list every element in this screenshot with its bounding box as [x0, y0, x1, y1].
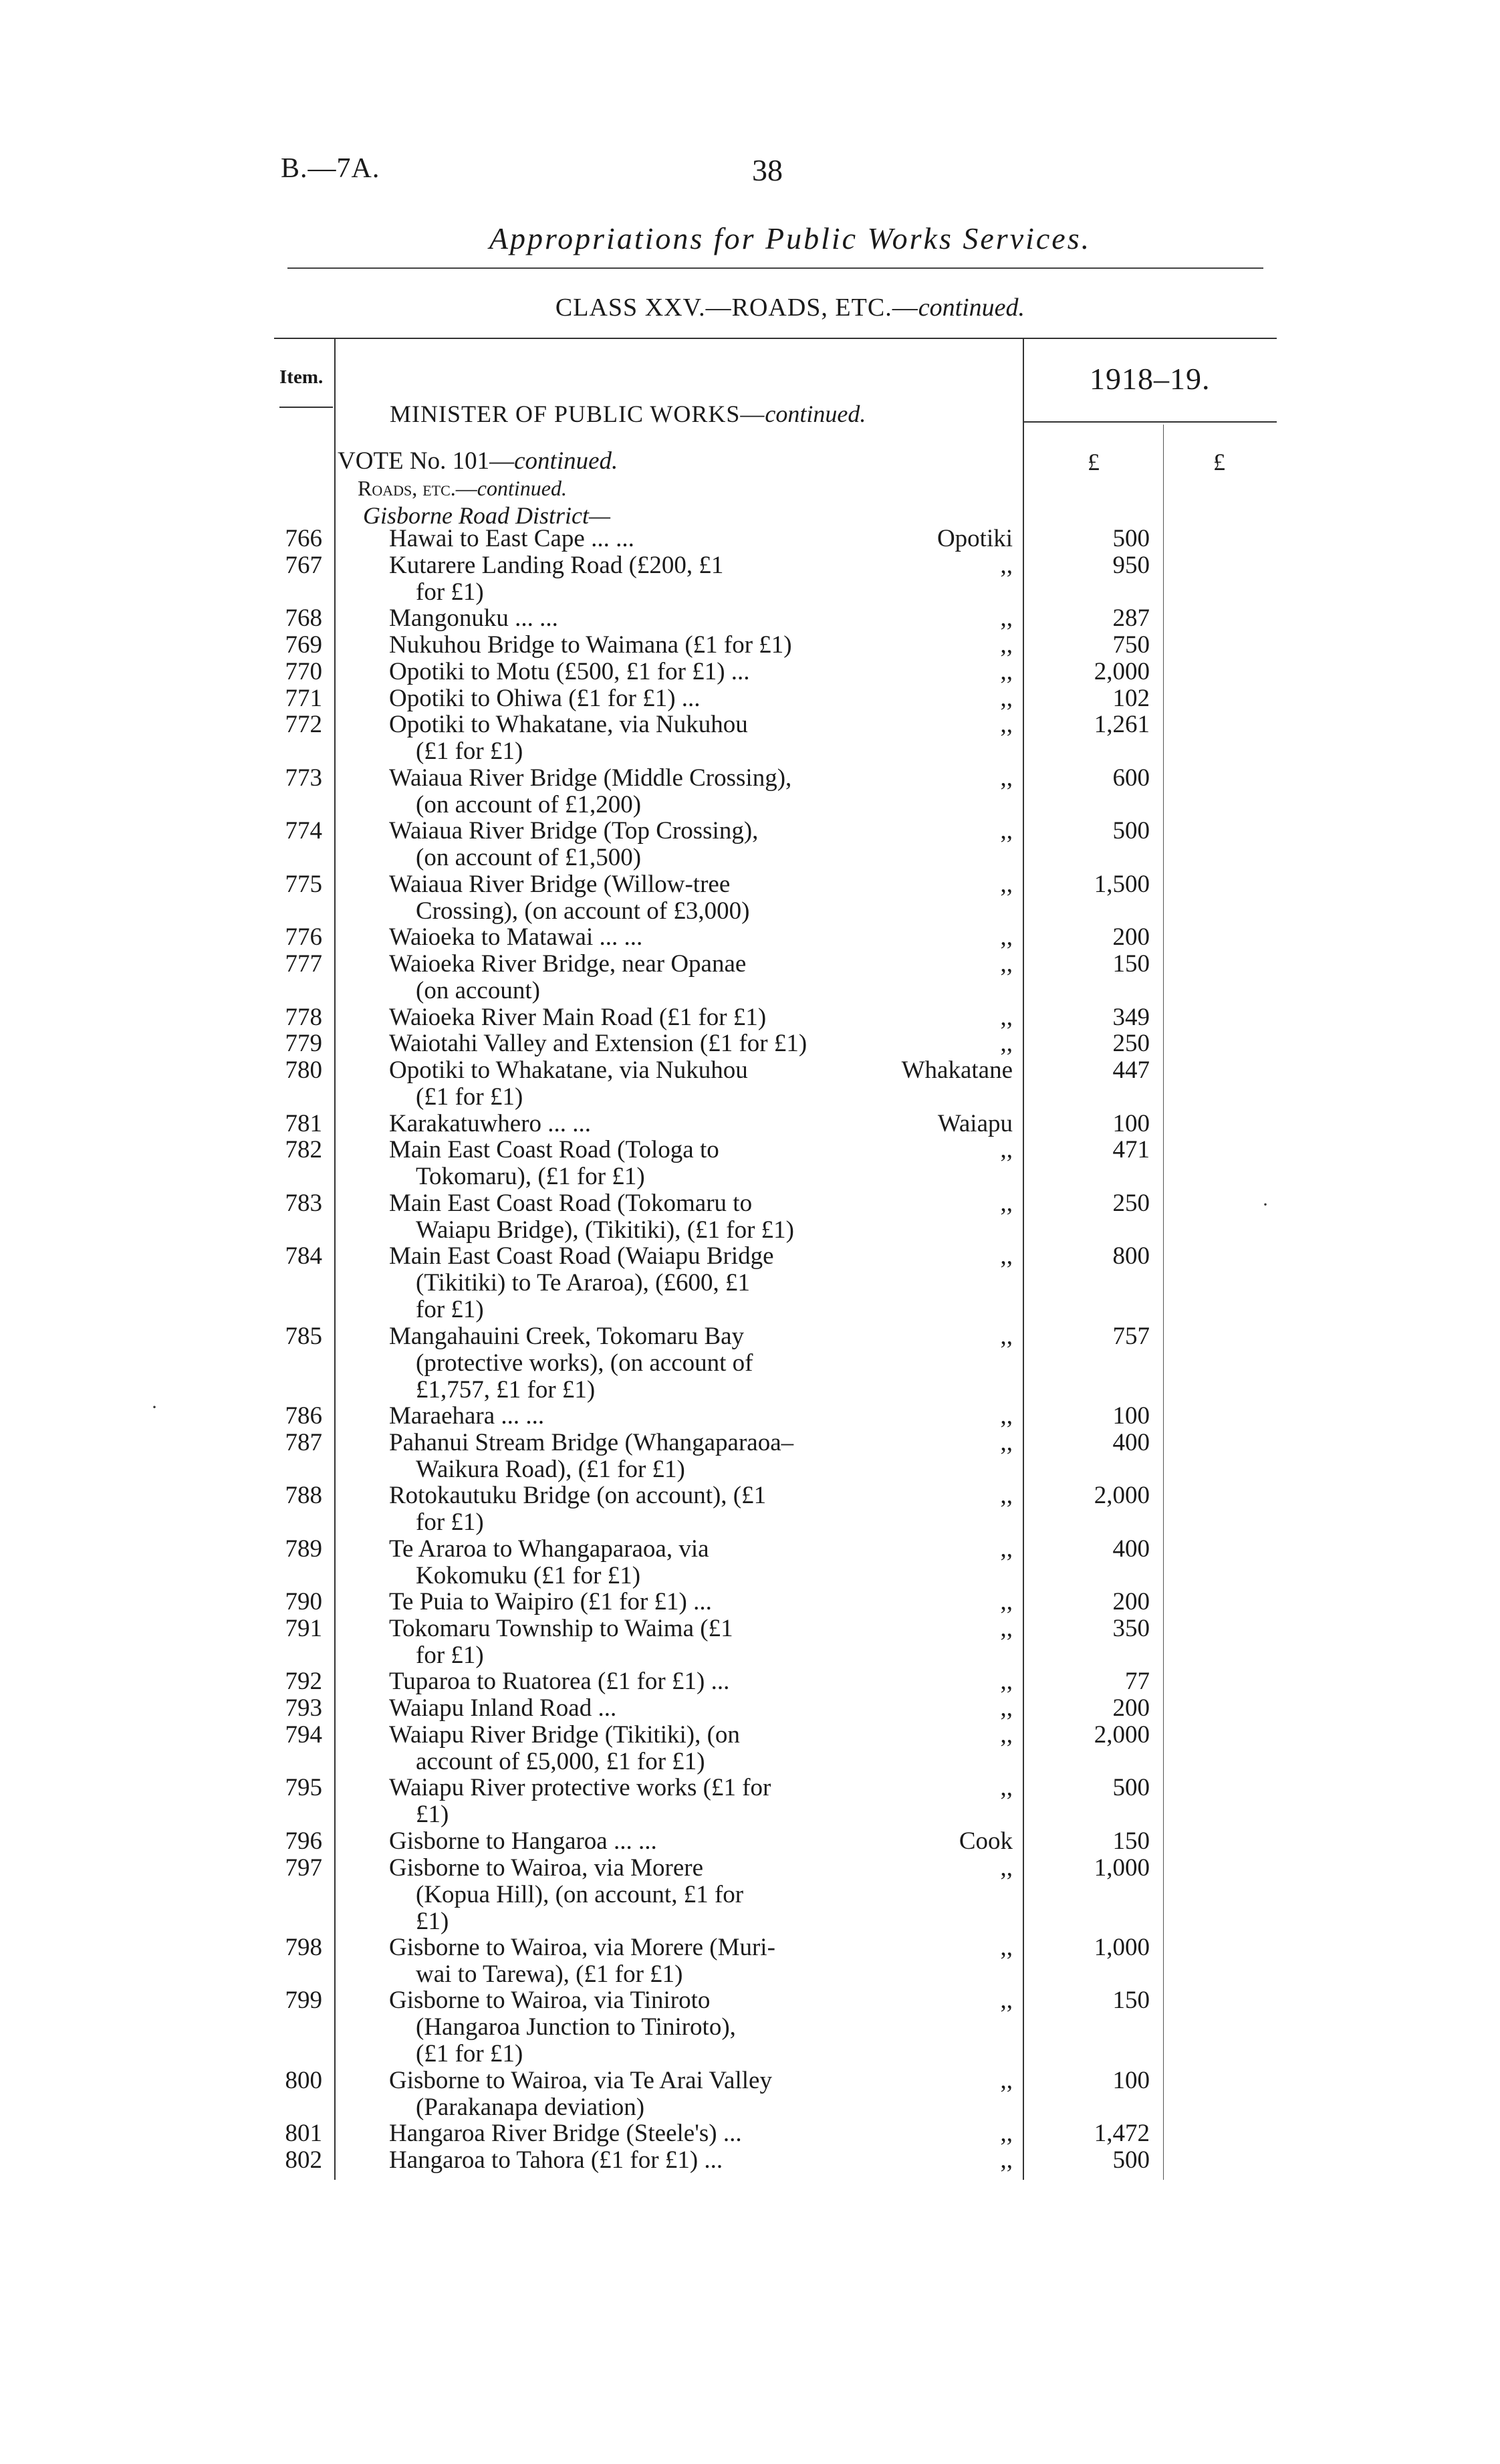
electorate: ,,: [1000, 950, 1013, 978]
item-description: [389, 1615, 857, 1669]
amount: 750: [1112, 631, 1150, 659]
item-number: 800: [285, 2066, 322, 2094]
description-line: Opotiki to Whakatane, via Nukuhou: [389, 711, 748, 739]
table-row: [0, 1111, 1500, 1137]
description-line: Kutarere Landing Road (£200, £1: [389, 551, 724, 579]
item-description: [389, 1828, 857, 1855]
table-row: [0, 685, 1500, 712]
item-number: 789: [285, 1535, 322, 1563]
description-continuation: for £1): [416, 1641, 484, 1669]
amount: 150: [1112, 950, 1150, 978]
item-description: [389, 1695, 857, 1722]
item-description: [389, 1430, 857, 1483]
item-description: [389, 2120, 857, 2147]
item-number: 771: [285, 684, 322, 712]
description-continuation: (on account of £1,500): [416, 844, 642, 872]
item-column-header: Item.: [279, 366, 324, 388]
document-code: B.—7A.: [281, 153, 380, 184]
description-line: Waiaua River Bridge (Middle Crossing),: [389, 764, 792, 792]
table-row: [0, 711, 1500, 766]
table-row: [0, 1030, 1500, 1057]
table-row: [0, 1774, 1500, 1829]
item-number: 790: [285, 1588, 322, 1615]
item-number: 798: [285, 1933, 322, 1961]
table-row: [0, 632, 1500, 659]
electorate: ,,: [1000, 817, 1013, 845]
item-number: 787: [285, 1428, 322, 1456]
item-description: [389, 1722, 857, 1775]
description-line: Waiaua River Bridge (Top Crossing),: [389, 817, 759, 845]
electorate: ,,: [1000, 684, 1013, 712]
item-number: 802: [285, 2146, 322, 2174]
description-line: Gisborne to Wairoa, via Morere: [389, 1854, 703, 1882]
item-description: [389, 711, 857, 765]
amount: 600: [1112, 764, 1150, 792]
amount: 500: [1112, 817, 1150, 845]
electorate: ,,: [1000, 1694, 1013, 1722]
table-row: [0, 1004, 1500, 1031]
item-description: [389, 1987, 857, 2067]
description-line: Karakatuwhero ... ...: [389, 1109, 592, 1137]
item-description: [389, 1668, 857, 1695]
table-row: [0, 870, 1500, 925]
electorate: ,,: [1000, 1189, 1013, 1217]
description-line: Opotiki to Motu (£500, £1 for £1) ...: [389, 657, 750, 685]
description-continuation: Kokomuku (£1 for £1): [416, 1561, 641, 1589]
electorate: ,,: [1000, 1614, 1013, 1642]
class-heading-text: CLASS XXV.—ROADS, ETC.—: [555, 294, 918, 322]
roads-heading-continued: continued.: [477, 476, 567, 500]
description-line: Te Puia to Waipiro (£1 for £1) ...: [389, 1588, 712, 1615]
amount: 150: [1112, 1827, 1150, 1855]
description-line: Mangahauini Creek, Tokomaru Bay: [389, 1322, 745, 1350]
year-column-header: 1918–19.: [1090, 362, 1211, 396]
amount: 800: [1112, 1242, 1150, 1270]
electorate: ,,: [1000, 1774, 1013, 1802]
item-number: 791: [285, 1614, 322, 1642]
description-continuation: (protective works), (on account of: [416, 1349, 753, 1377]
description-continuation: Tokomaru), (£1 for £1): [416, 1163, 645, 1191]
description-line: Tokomaru Township to Waima (£1: [389, 1614, 733, 1642]
description-continuation: (£1 for £1): [416, 738, 523, 766]
table-row: [0, 551, 1500, 606]
amount: 200: [1112, 923, 1150, 951]
item-number: 783: [285, 1189, 322, 1217]
table-row: [0, 950, 1500, 1004]
table-row: [0, 1589, 1500, 1615]
class-heading-continued: continued.: [918, 294, 1025, 322]
item-description: [389, 1190, 857, 1244]
electorate: ,,: [1000, 1428, 1013, 1456]
item-number: 773: [285, 764, 322, 792]
electorate: ,,: [1000, 1588, 1013, 1615]
item-number: 780: [285, 1056, 322, 1084]
roads-heading-text: Roads, etc.—: [358, 476, 477, 500]
item-number: 795: [285, 1774, 322, 1802]
description-line: Waiapu Inland Road ...: [389, 1694, 617, 1722]
currency-label-1: £: [1088, 449, 1100, 475]
description-line: Hawai to East Cape ... ...: [389, 525, 634, 552]
table-row: [0, 1056, 1500, 1111]
electorate: ,,: [1000, 1322, 1013, 1350]
amount: 500: [1112, 1774, 1150, 1802]
table-row: [0, 659, 1500, 685]
amount: 757: [1112, 1322, 1150, 1350]
district-heading: Gisborne Road District—: [363, 502, 611, 529]
description-line: Te Araroa to Whangaparaoa, via: [389, 1535, 709, 1563]
description-continuation: (£1 for £1): [416, 2040, 523, 2068]
amount: 447: [1112, 1056, 1150, 1084]
electorate: ,,: [1000, 1003, 1013, 1031]
description-line: Gisborne to Wairoa, via Te Arai Valley: [389, 2066, 772, 2094]
item-number: 781: [285, 1109, 322, 1137]
amount: 500: [1112, 525, 1150, 552]
amount: 500: [1112, 2146, 1150, 2174]
item-number: 782: [285, 1136, 322, 1164]
amount: 950: [1112, 551, 1150, 579]
table-row: [0, 1403, 1500, 1430]
description-line: Maraehara ... ...: [389, 1402, 545, 1430]
table-row: [0, 1695, 1500, 1722]
description-line: Waioeka River Bridge, near Opanae: [389, 950, 747, 978]
item-number: 794: [285, 1720, 322, 1749]
item-description: [389, 685, 857, 712]
year-header-rule: [1023, 421, 1277, 423]
description-line: Main East Coast Road (Tokomaru to: [389, 1189, 753, 1217]
item-description: [389, 2147, 857, 2174]
amount: 471: [1112, 1136, 1150, 1164]
amount: 1,000: [1094, 1933, 1150, 1961]
table-row: [0, 1322, 1500, 1404]
table-row: [0, 1535, 1500, 1589]
item-number: 768: [285, 604, 322, 633]
description-line: Nukuhou Bridge to Waimana (£1 for £1): [389, 631, 792, 659]
item-description: [389, 552, 857, 606]
electorate: ,,: [1000, 711, 1013, 739]
description-line: Waioeka River Main Road (£1 for £1): [389, 1003, 767, 1031]
item-number: 797: [285, 1854, 322, 1882]
amount: 349: [1112, 1003, 1150, 1031]
minister-heading: [390, 400, 866, 428]
amount: 200: [1112, 1694, 1150, 1722]
title-rule: [287, 267, 1263, 269]
item-number: 779: [285, 1030, 322, 1058]
margin-speck: ·: [1262, 1194, 1269, 1216]
electorate: ,,: [1000, 1987, 1013, 2015]
amount: 2,000: [1094, 657, 1150, 685]
item-description: [389, 1057, 857, 1111]
item-number: 788: [285, 1482, 322, 1509]
item-number: 793: [285, 1694, 322, 1722]
description-line: Hangaroa River Bridge (Steele's) ...: [389, 2120, 742, 2147]
item-description: [389, 605, 857, 632]
roads-heading: [358, 476, 567, 501]
currency-label-2: £: [1213, 449, 1225, 475]
description-continuation: (Kopua Hill), (on account, £1 for: [416, 1880, 744, 1908]
item-number: 772: [285, 711, 322, 739]
electorate: ,,: [1000, 764, 1013, 792]
description-continuation: £1,757, £1 for £1): [416, 1375, 596, 1404]
amount: 100: [1112, 1109, 1150, 1137]
description-line: Tuparoa to Ruatorea (£1 for £1) ...: [389, 1668, 730, 1696]
electorate: Waiapu: [937, 1109, 1013, 1137]
item-number: 774: [285, 817, 322, 845]
table-row: [0, 1614, 1500, 1669]
item-description: [389, 1004, 857, 1031]
table-row: [0, 1242, 1500, 1324]
description-line: Gisborne to Hangaroa ... ...: [389, 1827, 657, 1855]
item-number: 766: [285, 525, 322, 552]
vote-heading-continued: continued.: [514, 447, 618, 475]
description-continuation: for £1): [416, 1296, 484, 1324]
item-number: 767: [285, 551, 322, 579]
amount: 400: [1112, 1535, 1150, 1563]
description-line: Waiapu River Bridge (Tikitiki), (on: [389, 1720, 740, 1749]
description-line: Hangaroa to Tahora (£1 for £1) ...: [389, 2146, 723, 2174]
item-description: [389, 1030, 857, 1057]
amount: 150: [1112, 1987, 1150, 2015]
amount: 1,261: [1094, 711, 1150, 739]
item-description: [389, 1589, 857, 1615]
amount: 250: [1112, 1189, 1150, 1217]
table-row: [0, 2120, 1500, 2147]
description-line: Main East Coast Road (Tologa to: [389, 1136, 719, 1164]
item-number: 784: [285, 1242, 322, 1270]
electorate: Opotiki: [936, 525, 1013, 552]
electorate: ,,: [1000, 1482, 1013, 1509]
description-line: Opotiki to Ohiwa (£1 for £1) ...: [389, 684, 701, 712]
item-description: [389, 659, 857, 685]
item-description: [389, 1243, 857, 1323]
vote-heading-text: VOTE No. 101—: [338, 447, 515, 475]
table-row: [0, 1668, 1500, 1695]
description-line: Opotiki to Whakatane, via Nukuhou: [389, 1056, 748, 1084]
table-row: [0, 1987, 1500, 2068]
margin-speck: ·: [151, 1396, 158, 1418]
description-continuation: account of £5,000, £1 for £1): [416, 1747, 705, 1775]
item-description: [389, 2067, 857, 2121]
table-row: [0, 1933, 1500, 1988]
item-description: [389, 1934, 857, 1988]
amount: 100: [1112, 2066, 1150, 2094]
amount: 1,000: [1094, 1854, 1150, 1882]
description-line: Main East Coast Road (Waiapu Bridge: [389, 1242, 774, 1270]
item-description: [389, 818, 857, 871]
item-number: 792: [285, 1668, 322, 1696]
minister-heading-text: MINISTER OF PUBLIC WORKS—: [390, 401, 765, 427]
item-description: [389, 632, 857, 659]
item-number: 769: [285, 631, 322, 659]
item-number: 776: [285, 923, 322, 951]
item-number: 775: [285, 870, 322, 898]
item-description: [389, 1403, 857, 1430]
table-row: [0, 817, 1500, 872]
description-line: Waiapu River protective works (£1 for: [389, 1774, 771, 1802]
electorate: Cook: [959, 1827, 1013, 1855]
amount: 1,500: [1094, 870, 1150, 898]
electorate: ,,: [1000, 1136, 1013, 1164]
description-line: Rotokautuku Bridge (on account), (£1: [389, 1482, 767, 1509]
description-line: Mangonuku ... ...: [389, 604, 558, 633]
table-row: [0, 1136, 1500, 1191]
electorate: ,,: [1000, 631, 1013, 659]
table-row: [0, 1828, 1500, 1855]
electorate: ,,: [1000, 551, 1013, 579]
table-row: [0, 924, 1500, 951]
amount: 1,472: [1094, 2120, 1150, 2147]
item-number: 786: [285, 1402, 322, 1430]
amount: 350: [1112, 1614, 1150, 1642]
description-continuation: (on account of £1,200): [416, 790, 642, 818]
electorate: ,,: [1000, 2066, 1013, 2094]
amount: 287: [1112, 604, 1150, 633]
item-description: [389, 526, 857, 552]
electorate: ,,: [1000, 1933, 1013, 1961]
class-heading: [0, 293, 1500, 322]
item-description: [389, 1536, 857, 1589]
item-number: 785: [285, 1322, 322, 1350]
table-row: [0, 605, 1500, 632]
table-row: [0, 1482, 1500, 1536]
table-top-rule: [274, 338, 1277, 339]
electorate: ,,: [1000, 1242, 1013, 1270]
description-line: Gisborne to Wairoa, via Tiniroto: [389, 1987, 711, 2015]
item-description: [389, 924, 857, 951]
page-number: 38: [752, 153, 783, 187]
amount: 2,000: [1094, 1720, 1150, 1749]
table-row: [0, 1189, 1500, 1244]
table-row: [0, 1428, 1500, 1483]
item-description: [389, 871, 857, 925]
electorate: ,,: [1000, 1720, 1013, 1749]
description-continuation: wai to Tarewa), (£1 for £1): [416, 1960, 683, 1988]
amount: 77: [1125, 1668, 1150, 1696]
table-row: [0, 526, 1500, 552]
description-line: Pahanui Stream Bridge (Whangaparaoa–: [389, 1428, 794, 1456]
description-continuation: (Hangaroa Junction to Tiniroto),: [416, 2013, 736, 2041]
item-header-rule: [279, 407, 333, 408]
electorate: ,,: [1000, 2120, 1013, 2147]
electorate: ,,: [1000, 2146, 1013, 2174]
electorate: ,,: [1000, 923, 1013, 951]
vote-heading: [338, 447, 618, 475]
electorate: ,,: [1000, 604, 1013, 633]
electorate: ,,: [1000, 1402, 1013, 1430]
item-number: 770: [285, 657, 322, 685]
electorate: ,,: [1000, 1535, 1013, 1563]
description-continuation: (on account): [416, 977, 540, 1004]
item-description: [389, 765, 857, 818]
item-description: [389, 1111, 857, 1137]
amount: 200: [1112, 1588, 1150, 1615]
table-row: [0, 2066, 1500, 2121]
description-continuation: for £1): [416, 578, 484, 606]
table-row: [0, 1720, 1500, 1775]
page-title: Appropriations for Public Works Services.: [489, 221, 1092, 255]
amount: 100: [1112, 1402, 1150, 1430]
electorate: ,,: [1000, 1030, 1013, 1058]
item-number: 799: [285, 1987, 322, 2015]
electorate: ,,: [1000, 1668, 1013, 1696]
amount: 102: [1112, 684, 1150, 712]
item-description: [389, 1855, 857, 1935]
electorate: ,,: [1000, 1854, 1013, 1882]
electorate: ,,: [1000, 870, 1013, 898]
item-number: 796: [285, 1827, 322, 1855]
description-continuation: Crossing), (on account of £3,000): [416, 897, 750, 925]
amount: 400: [1112, 1428, 1150, 1456]
table-row: [0, 2147, 1500, 2174]
item-number: 801: [285, 2120, 322, 2147]
description-line: Gisborne to Wairoa, via Morere (Muri-: [389, 1933, 775, 1961]
description-continuation: (Parakanapa deviation): [416, 2093, 645, 2121]
electorate: Whakatane: [901, 1056, 1013, 1084]
item-description: [389, 1137, 857, 1190]
item-description: [389, 1775, 857, 1828]
description-line: Waiotahi Valley and Extension (£1 for £1): [389, 1030, 807, 1058]
description-continuation: (£1 for £1): [416, 1083, 523, 1111]
description-continuation: Waikura Road), (£1 for £1): [416, 1455, 685, 1483]
item-description: [389, 951, 857, 1004]
item-description: [389, 1323, 857, 1404]
item-number: 778: [285, 1003, 322, 1031]
description-continuation: £1): [416, 1907, 449, 1935]
table-row: [0, 1854, 1500, 1935]
table-row: [0, 764, 1500, 818]
description-line: Waiaua River Bridge (Willow-tree: [389, 870, 731, 898]
description-continuation: Waiapu Bridge), (Tikitiki), (£1 for £1): [416, 1216, 794, 1244]
minister-heading-continued: continued.: [765, 401, 866, 427]
description-continuation: (Tikitiki) to Te Araroa), (£600, £1: [416, 1269, 750, 1297]
description-line: Waioeka to Matawai ... ...: [389, 923, 643, 951]
electorate: ,,: [1000, 657, 1013, 685]
item-description: [389, 1482, 857, 1536]
amount: 250: [1112, 1030, 1150, 1058]
amount: 2,000: [1094, 1482, 1150, 1509]
description-continuation: for £1): [416, 1508, 484, 1536]
description-continuation: £1): [416, 1801, 449, 1829]
item-number: 777: [285, 950, 322, 978]
